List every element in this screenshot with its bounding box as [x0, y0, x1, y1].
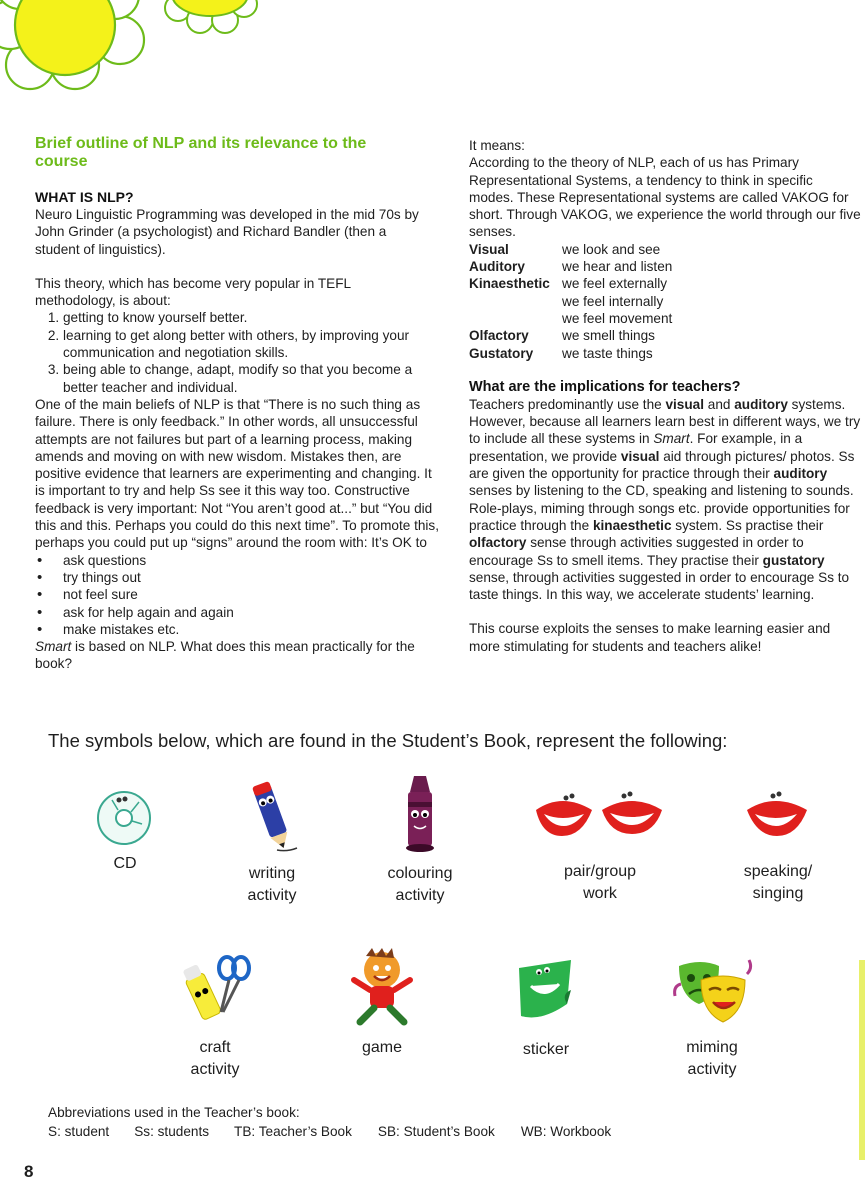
- abbreviation-item: SB: Student’s Book: [377, 1124, 495, 1139]
- flower-decoration-right: [160, 0, 260, 40]
- jumping-kid-icon: [342, 946, 422, 1028]
- abbreviation-item: WB: Workbook: [520, 1124, 612, 1139]
- symbol-label: activity: [395, 887, 445, 904]
- symbol-label: miming: [686, 1039, 738, 1056]
- symbol-label: writing: [248, 865, 296, 882]
- pencil-character-icon: [237, 776, 307, 856]
- beliefs-paragraph: One of the main beliefs of NLP is that “There is no such thing as failure. There is only feedback.” In other words, all unsuccessful attempts are not failures but part of a learning process, making amends and moving on with new wisdom. Mistakes then, are positive evidence that learners are experimenting and changing. It is important to try and help Ss see it this way too. Constructive feedback is very important: Not “You aren’t good at...” but “You did this and this. Perhaps you could do this next time”. To promote this, perhaps you could put up “signs” around the room with: It’s OK to: [35, 396, 439, 551]
- list-item: • ask questions: [63, 552, 445, 569]
- abbreviations-heading: Abbreviations used in the Teacher’s book:: [48, 1105, 300, 1120]
- vakog-term-gustatory: Gustatory: [469, 345, 534, 361]
- symbol-speaking: [726, 788, 830, 905]
- vakog-term-kinaesthetic: Kinaesthetic: [469, 276, 550, 292]
- list-item: 1. getting to know yourself better.: [63, 309, 433, 326]
- two-mouths-icon: [530, 788, 670, 848]
- list-item: • not feel sure: [63, 586, 445, 603]
- symbol-miming: [660, 956, 764, 1081]
- symbol-label: game: [361, 1039, 403, 1056]
- symbol-label: singing: [752, 885, 804, 902]
- left-column: [35, 135, 445, 673]
- symbol-label: CD: [113, 855, 137, 872]
- list-item: • make mistakes etc.: [63, 621, 445, 638]
- glue-scissors-icon: [175, 950, 255, 1028]
- list-item: 3. being able to change, adapt, modify so that you become a better teacher and individual.: [63, 361, 433, 396]
- symbol-label: activity: [190, 1061, 240, 1078]
- symbol-label: craft: [199, 1039, 231, 1056]
- it-means: It means:: [469, 138, 525, 153]
- symbol-pair-group: [530, 788, 670, 905]
- symbol-label: work: [583, 885, 617, 902]
- cd-icon: [94, 780, 164, 850]
- symbol-game: [332, 946, 432, 1059]
- section-title: Brief outline of NLP and its relevance to the course: [35, 135, 367, 170]
- symbol-label: sticker: [522, 1041, 570, 1058]
- implications-heading: What are the implications for teachers?: [469, 378, 741, 395]
- vakog-desc: we taste things: [562, 345, 653, 361]
- symbol-colouring: [370, 772, 470, 907]
- symbol-label: pair/group: [563, 863, 637, 880]
- smart-italic: Smart: [35, 639, 72, 655]
- vakog-desc: we smell things: [562, 328, 655, 344]
- abbreviation-item: S: student: [48, 1124, 110, 1139]
- smart-rest: is based on NLP. What does this mean practically for the book?: [35, 639, 415, 672]
- vakog-desc: we hear and listen: [562, 259, 673, 275]
- vakog-paragraph: According to the theory of NLP, each of us has Primary Representational Systems, a tendency to think in specific modes. These Representational systems are called VAKOG for short. Through VAKOG, we experience the world through our five senses.: [469, 155, 861, 240]
- vakog-term-auditory: Auditory: [469, 259, 525, 275]
- abbreviations-list: [48, 1123, 611, 1141]
- symbol-sticker: [496, 954, 596, 1061]
- page-edge-strip: [859, 960, 865, 1160]
- sticker-icon: [507, 954, 585, 1030]
- symbol-label: activity: [687, 1061, 737, 1078]
- implications-paragraph: Teachers predominantly use the visual and auditory systems. However, because all learners learn best in different ways, we try to include all these systems in Smart. For example, in a presentation, we provide visual aid through pictures/ photos. Ss are given the opportunity for practice through their auditory senses by listening to the CD, speaking and listening to sounds. Role-plays, miming through songs etc. provide opportunities for practice through the kinaesthetic system. Ss practise their olfactory sense through activities suggested in order to encourage Ss to smell items. They practise their gustatory sense, through activities suggested in order to encourage Ss to taste things. In this way, we accelerate students’ learning.: [469, 396, 861, 603]
- vakog-desc: we look and see: [562, 241, 661, 257]
- bullet-list: [35, 552, 445, 638]
- flower-decoration-left: [0, 0, 160, 110]
- list-item: • ask for help again and again: [63, 604, 445, 621]
- intro-paragraph: Neuro Linguistic Programming was developed in the mid 70s by John Grinder (a psychologist) and Richard Bandler (then a student of linguistics).: [35, 207, 419, 257]
- symbol-label: speaking/: [743, 863, 813, 880]
- symbol-craft: [165, 950, 265, 1081]
- abbreviation-item: TB: Teacher’s Book: [234, 1124, 352, 1139]
- abbreviation-item: Ss: students: [134, 1124, 210, 1139]
- smart-paragraph: [35, 638, 442, 673]
- list-item: • try things out: [63, 569, 445, 586]
- vakog-table: [469, 241, 861, 362]
- vakog-desc: we feel movement: [562, 310, 673, 326]
- vakog-desc: we feel internally: [562, 293, 664, 309]
- right-column: [469, 137, 861, 655]
- symbol-label: activity: [247, 887, 297, 904]
- symbol-cd: [70, 780, 180, 875]
- theatre-masks-icon: [671, 956, 753, 1030]
- vakog-desc: we feel externally: [562, 276, 668, 292]
- theory-paragraph: This theory, which has become very popular in TEFL methodology, is about:: [35, 275, 351, 309]
- page-number: 8: [24, 1162, 34, 1181]
- what-is-nlp-heading: WHAT IS NLP?: [35, 189, 134, 205]
- vakog-term-visual: Visual: [469, 241, 509, 257]
- symbol-label: colouring: [387, 865, 453, 882]
- list-item: 2. learning to get along better with others, by improving your communication and negotiation skills.: [63, 327, 433, 362]
- symbol-writing: [222, 776, 322, 907]
- vakog-term-olfactory: Olfactory: [469, 328, 529, 344]
- numbered-list: [35, 309, 433, 395]
- symbols-intro: The symbols below, which are found in the Student’s Book, represent the following:: [48, 730, 728, 751]
- closing-paragraph: This course exploits the senses to make learning easier and more stimulating for students and teachers alike!: [469, 621, 831, 654]
- crayon-character-icon: [390, 772, 450, 856]
- mouth-icon: [743, 788, 813, 848]
